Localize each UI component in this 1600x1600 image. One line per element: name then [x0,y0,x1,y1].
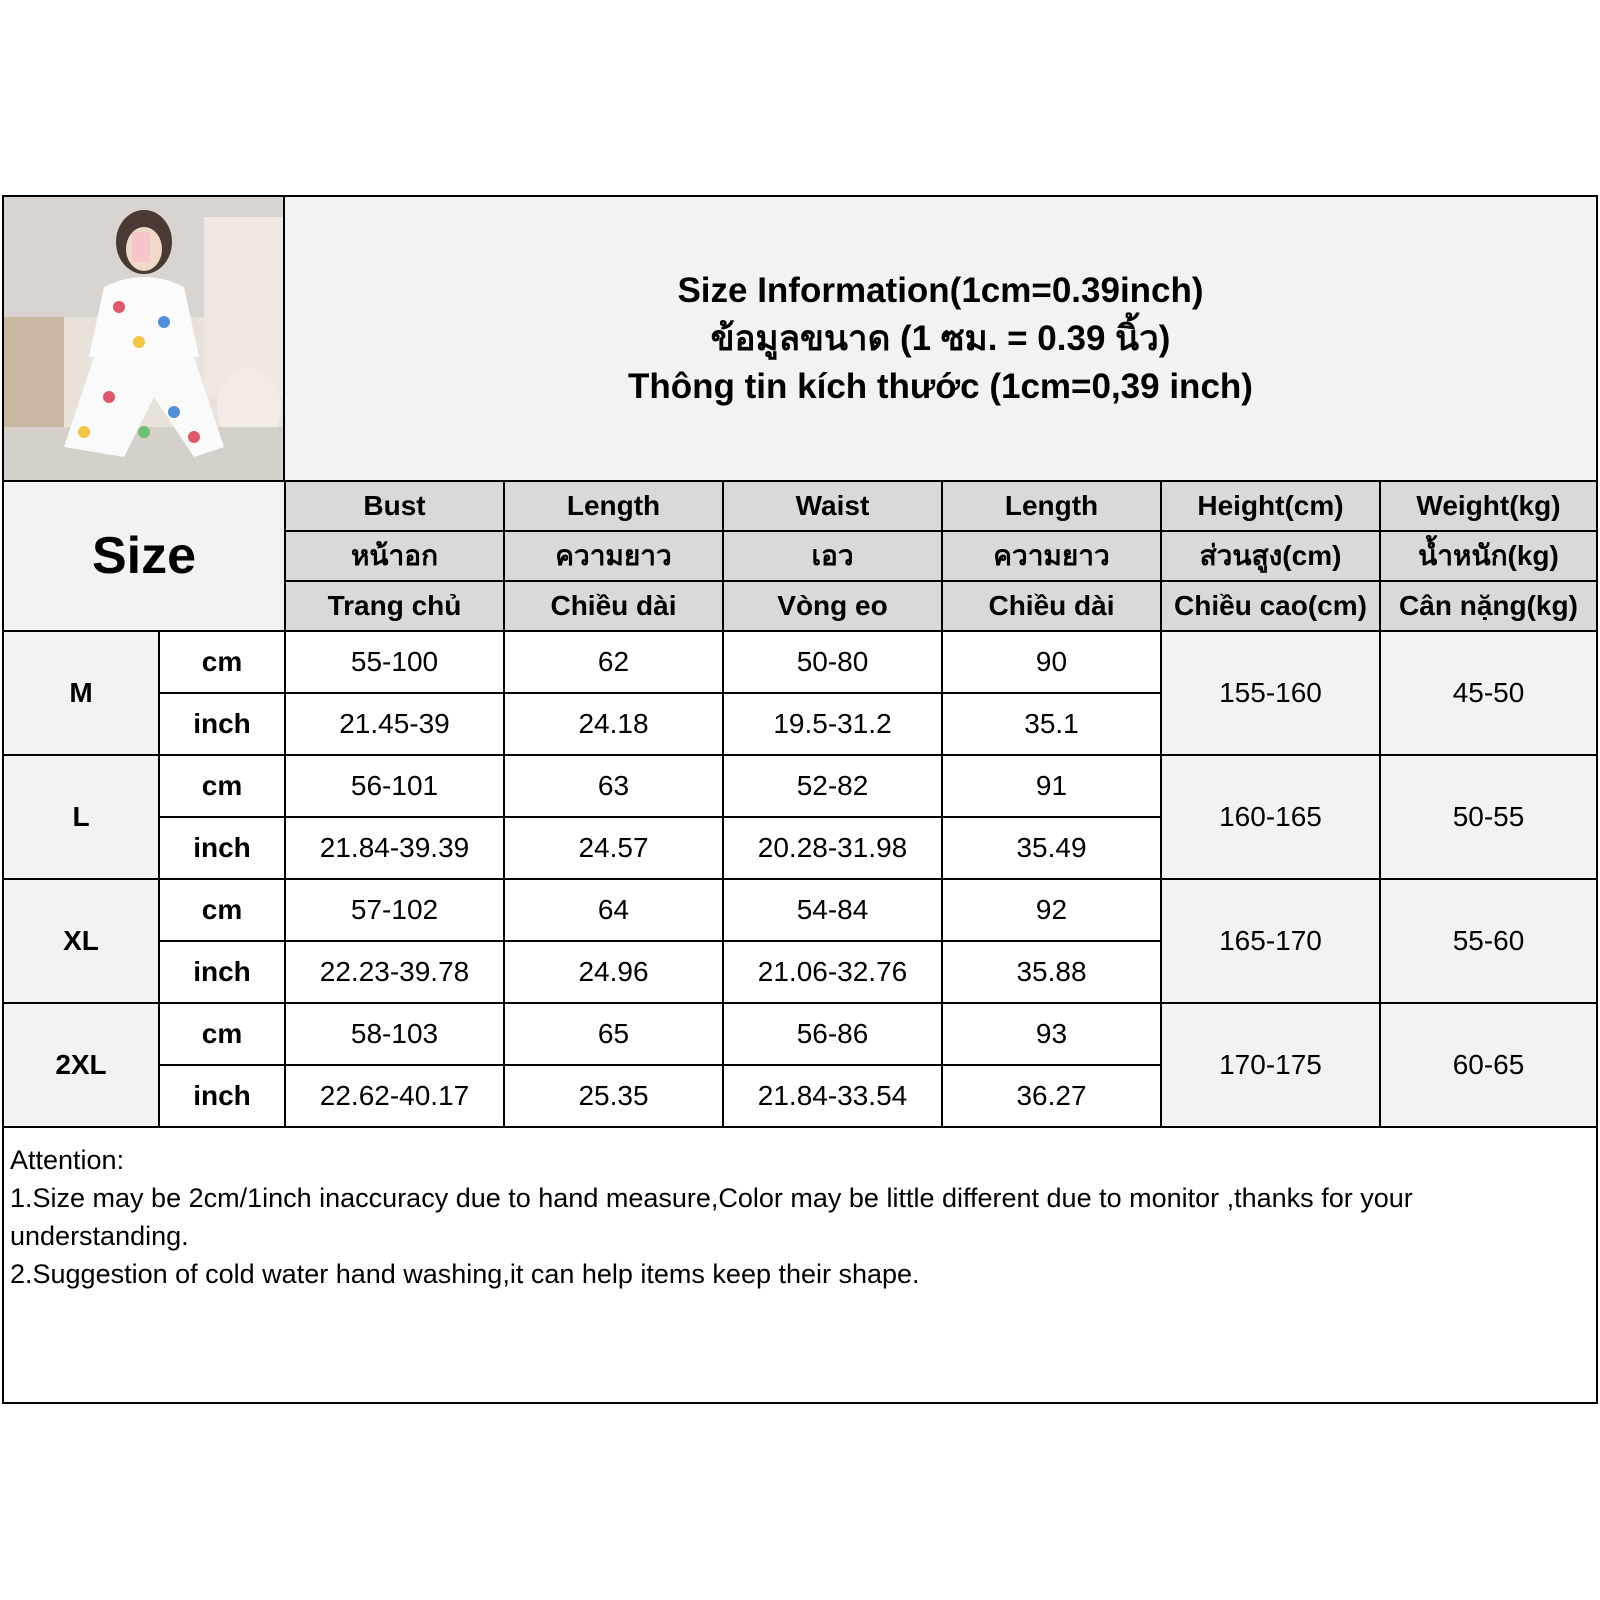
table-row [4,755,1596,817]
bust-value: 21.84-39.39 [285,817,504,879]
size-label-xl: XL [4,879,159,1003]
product-photo-icon [4,197,283,480]
header-height-vi: Chiều cao(cm) [1161,581,1380,631]
header-bust-th: หน้าอก [285,531,504,581]
header-weight-en: Weight(kg) [1380,482,1596,531]
weight-value: 55-60 [1380,879,1596,1003]
note-item-2: 2.Suggestion of cold water hand washing,it can help items keep their shape. [10,1259,920,1289]
header-bust-en: Bust [285,482,504,531]
height-value: 155-160 [1161,631,1380,755]
length2-value: 35.88 [942,941,1161,1003]
header-length2-th: ความยาว [942,531,1161,581]
length2-value: 92 [942,879,1161,941]
waist-value: 20.28-31.98 [723,817,942,879]
unit-label: cm [159,879,285,941]
header-length-en: Length [504,482,723,531]
attention-notes [4,1137,1596,1402]
bust-value: 22.23-39.78 [285,941,504,1003]
length-value: 25.35 [504,1065,723,1127]
bust-value: 22.62-40.17 [285,1065,504,1127]
header-weight-vi: Cân nặng(kg) [1380,581,1596,631]
unit-label: cm [159,755,285,817]
size-label-2xl: 2XL [4,1003,159,1127]
unit-label: cm [159,1003,285,1065]
note-item-1: 1.Size may be 2cm/1inch inaccuracy due to hand measure,Color may be little different due to monitor ,thanks for your understanding. [10,1183,1413,1251]
header-length2-en: Length [942,482,1161,531]
size-label-l: L [4,755,159,879]
size-table [4,482,1596,1128]
title-thai: ข้อมูลขนาด (1 ซม. = 0.39 นิ้ว) [710,318,1171,358]
bust-value: 55-100 [285,631,504,693]
table-row [4,1003,1596,1065]
header-bust-vi: Trang chủ [285,581,504,631]
title-vietnamese: Thông tin kích thước (1cm=0,39 inch) [628,366,1253,406]
length2-value: 35.49 [942,817,1161,879]
header-length-vi: Chiều dài [504,581,723,631]
table-row [4,879,1596,941]
unit-label: inch [159,817,285,879]
waist-value: 21.84-33.54 [723,1065,942,1127]
height-value: 160-165 [1161,755,1380,879]
table-row [4,631,1596,693]
length2-value: 35.1 [942,693,1161,755]
title-english: Size Information(1cm=0.39inch) [677,270,1204,310]
length-value: 62 [504,631,723,693]
header-height-en: Height(cm) [1161,482,1380,531]
waist-value: 21.06-32.76 [723,941,942,1003]
weight-value: 60-65 [1380,1003,1596,1127]
unit-label: inch [159,693,285,755]
bust-value: 57-102 [285,879,504,941]
unit-label: cm [159,631,285,693]
height-value: 170-175 [1161,1003,1380,1127]
length2-value: 93 [942,1003,1161,1065]
unit-label: inch [159,941,285,1003]
size-chart [2,195,1598,1404]
bust-value: 58-103 [285,1003,504,1065]
waist-value: 54-84 [723,879,942,941]
waist-value: 56-86 [723,1003,942,1065]
length-value: 65 [504,1003,723,1065]
header-height-th: ส่วนสูง(cm) [1161,531,1380,581]
header-waist-en: Waist [723,482,942,531]
unit-label: inch [159,1065,285,1127]
waist-value: 19.5-31.2 [723,693,942,755]
weight-value: 45-50 [1380,631,1596,755]
length-value: 24.96 [504,941,723,1003]
notes-heading: Attention: [10,1145,125,1175]
header-length2-vi: Chiều dài [942,581,1161,631]
length2-value: 36.27 [942,1065,1161,1127]
bust-value: 56-101 [285,755,504,817]
header-length-th: ความยาว [504,531,723,581]
header-waist-vi: Vòng eo [723,581,942,631]
header-row-english [4,482,1596,531]
size-column-header: Size [4,482,285,631]
length-value: 63 [504,755,723,817]
length2-value: 91 [942,755,1161,817]
length-value: 24.18 [504,693,723,755]
bust-value: 21.45-39 [285,693,504,755]
product-photo [4,197,285,482]
waist-value: 50-80 [723,631,942,693]
header-waist-th: เอว [723,531,942,581]
header-weight-th: น้ำหนัก(kg) [1380,531,1596,581]
size-info-title [285,197,1596,482]
height-value: 165-170 [1161,879,1380,1003]
length-value: 64 [504,879,723,941]
weight-value: 50-55 [1380,755,1596,879]
size-label-m: M [4,631,159,755]
waist-value: 52-82 [723,755,942,817]
length-value: 24.57 [504,817,723,879]
length2-value: 90 [942,631,1161,693]
